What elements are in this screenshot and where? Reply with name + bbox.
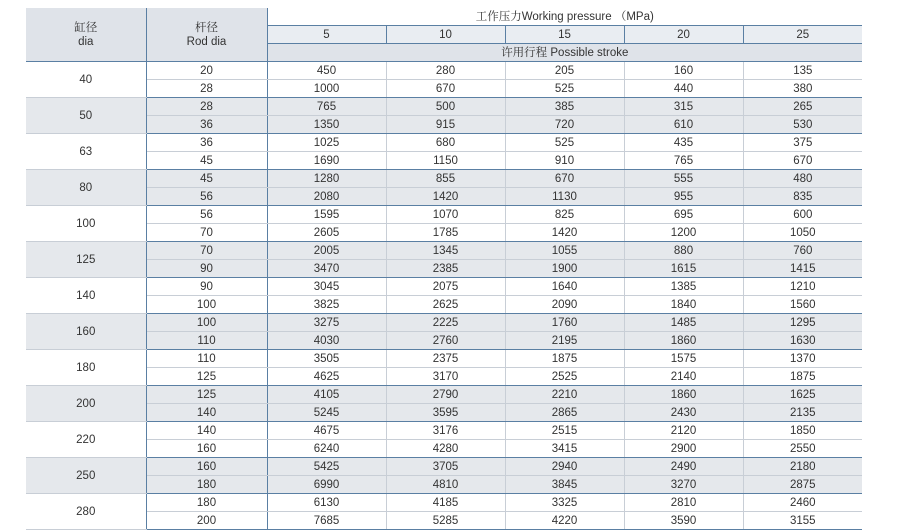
table-row [26,260,862,278]
stroke-value-cell: 825 [505,206,624,224]
stroke-value-cell: 3825 [267,296,386,314]
stroke-value-cell: 1840 [624,296,743,314]
stroke-value-cell: 3325 [505,494,624,512]
stroke-value-cell: 1345 [386,242,505,260]
stroke-value-cell: 1615 [624,260,743,278]
stroke-value-cell: 3505 [267,350,386,368]
rod-cell: 90 [146,260,267,278]
bore-cell: 63 [26,134,146,170]
working-pressure-header: 工作压力Working pressure （MPa) [267,8,862,26]
bore-cell: 180 [26,350,146,386]
table-body [26,62,862,530]
rod-cell: 110 [146,350,267,368]
bore-cell: 40 [26,62,146,98]
stroke-value-cell: 500 [386,98,505,116]
stroke-value-cell: 2940 [505,458,624,476]
stroke-value-cell: 1875 [505,350,624,368]
stroke-value-cell: 1875 [743,368,862,386]
stroke-value-cell: 3415 [505,440,624,458]
rod-cell: 200 [146,512,267,530]
stroke-value-cell: 1200 [624,224,743,242]
bore-header-cn: 缸径 [74,21,98,34]
stroke-value-cell: 380 [743,80,862,98]
stroke-value-cell: 3176 [386,422,505,440]
bore-cell: 140 [26,278,146,314]
rod-cell: 36 [146,116,267,134]
stroke-value-cell: 1415 [743,260,862,278]
stroke-value-cell: 1295 [743,314,862,332]
stroke-value-cell: 1625 [743,386,862,404]
stroke-value-cell: 680 [386,134,505,152]
stroke-value-cell: 2810 [624,494,743,512]
table-row [26,278,862,296]
bore-cell: 100 [26,206,146,242]
stroke-value-cell: 385 [505,98,624,116]
stroke-value-cell: 835 [743,188,862,206]
stroke-value-cell: 450 [267,62,386,80]
bore-cell: 220 [26,422,146,458]
rod-cell: 125 [146,368,267,386]
bore-cell: 200 [26,386,146,422]
stroke-value-cell: 3705 [386,458,505,476]
rod-cell: 100 [146,296,267,314]
stroke-value-cell: 2790 [386,386,505,404]
bore-header [26,8,146,62]
stroke-value-cell: 1350 [267,116,386,134]
stroke-value-cell: 1575 [624,350,743,368]
stroke-table-container [26,8,862,530]
rod-cell: 56 [146,188,267,206]
stroke-value-cell: 670 [505,170,624,188]
stroke-value-cell: 2490 [624,458,743,476]
rod-header [146,8,267,62]
stroke-value-cell: 1850 [743,422,862,440]
stroke-value-cell: 2210 [505,386,624,404]
table-header [26,8,862,62]
stroke-value-cell: 5285 [386,512,505,530]
stroke-value-cell: 2005 [267,242,386,260]
stroke-value-cell: 265 [743,98,862,116]
table-row [26,206,862,224]
stroke-value-cell: 910 [505,152,624,170]
stroke-value-cell: 1485 [624,314,743,332]
stroke-value-cell: 3845 [505,476,624,494]
table-row [26,314,862,332]
stroke-value-cell: 205 [505,62,624,80]
rod-cell: 110 [146,332,267,350]
table-row [26,116,862,134]
stroke-value-cell: 4185 [386,494,505,512]
stroke-value-cell: 4675 [267,422,386,440]
stroke-value-cell: 1000 [267,80,386,98]
stroke-value-cell: 3470 [267,260,386,278]
stroke-value-cell: 1420 [386,188,505,206]
stroke-value-cell: 2120 [624,422,743,440]
stroke-value-cell: 2865 [505,404,624,422]
stroke-value-cell: 5425 [267,458,386,476]
table-row [26,332,862,350]
pressure-header-cell: 10 [386,26,505,44]
pressure-header-cell: 15 [505,26,624,44]
stroke-value-cell: 1385 [624,278,743,296]
stroke-value-cell: 2180 [743,458,862,476]
table-row [26,62,862,80]
bore-cell: 125 [26,242,146,278]
table-row [26,512,862,530]
stroke-value-cell: 1070 [386,206,505,224]
stroke-value-cell: 2430 [624,404,743,422]
stroke-value-cell: 1785 [386,224,505,242]
stroke-value-cell: 2760 [386,332,505,350]
table-row [26,188,862,206]
rod-cell: 36 [146,134,267,152]
stroke-value-cell: 610 [624,116,743,134]
stroke-value-cell: 4105 [267,386,386,404]
stroke-value-cell: 955 [624,188,743,206]
stroke-value-cell: 440 [624,80,743,98]
stroke-value-cell: 880 [624,242,743,260]
table-row [26,134,862,152]
stroke-value-cell: 1640 [505,278,624,296]
rod-cell: 160 [146,440,267,458]
pressure-header-cell: 5 [267,26,386,44]
rod-cell: 70 [146,242,267,260]
pressure-header-cell: 25 [743,26,862,44]
stroke-value-cell: 1130 [505,188,624,206]
rod-cell: 70 [146,224,267,242]
stroke-value-cell: 2140 [624,368,743,386]
stroke-value-cell: 3590 [624,512,743,530]
stroke-value-cell: 2090 [505,296,624,314]
stroke-value-cell: 3155 [743,512,862,530]
stroke-value-cell: 2550 [743,440,862,458]
stroke-value-cell: 2075 [386,278,505,296]
stroke-value-cell: 600 [743,206,862,224]
possible-stroke-table [26,8,862,530]
rod-cell: 180 [146,494,267,512]
table-row [26,242,862,260]
table-row [26,458,862,476]
table-row [26,80,862,98]
table-row [26,404,862,422]
rod-cell: 28 [146,80,267,98]
stroke-value-cell: 160 [624,62,743,80]
stroke-value-cell: 2525 [505,368,624,386]
table-row [26,98,862,116]
stroke-value-cell: 1050 [743,224,862,242]
stroke-value-cell: 6240 [267,440,386,458]
table-row [26,296,862,314]
stroke-value-cell: 1630 [743,332,862,350]
stroke-value-cell: 4810 [386,476,505,494]
stroke-value-cell: 5245 [267,404,386,422]
rod-cell: 90 [146,278,267,296]
stroke-value-cell: 2225 [386,314,505,332]
rod-header-en: Rod dia [186,35,227,48]
stroke-value-cell: 670 [743,152,862,170]
stroke-value-cell: 1055 [505,242,624,260]
stroke-value-cell: 7685 [267,512,386,530]
stroke-value-cell: 4625 [267,368,386,386]
stroke-value-cell: 3275 [267,314,386,332]
table-row [26,422,862,440]
pressure-header-cell: 20 [624,26,743,44]
stroke-value-cell: 2875 [743,476,862,494]
stroke-value-cell: 1690 [267,152,386,170]
stroke-value-cell: 1860 [624,332,743,350]
stroke-value-cell: 530 [743,116,862,134]
stroke-value-cell: 670 [386,80,505,98]
stroke-value-cell: 525 [505,80,624,98]
stroke-value-cell: 3045 [267,278,386,296]
rod-cell: 45 [146,152,267,170]
table-row [26,440,862,458]
rod-cell: 160 [146,458,267,476]
bore-cell: 80 [26,170,146,206]
stroke-value-cell: 1595 [267,206,386,224]
rod-cell: 140 [146,404,267,422]
bore-cell: 160 [26,314,146,350]
stroke-value-cell: 1210 [743,278,862,296]
table-row [26,152,862,170]
table-row [26,476,862,494]
stroke-value-cell: 1860 [624,386,743,404]
stroke-value-cell: 765 [624,152,743,170]
stroke-value-cell: 6990 [267,476,386,494]
stroke-value-cell: 435 [624,134,743,152]
bore-header-en: dia [78,35,94,48]
stroke-value-cell: 1370 [743,350,862,368]
stroke-value-cell: 315 [624,98,743,116]
stroke-value-cell: 915 [386,116,505,134]
stroke-value-cell: 1760 [505,314,624,332]
stroke-value-cell: 2135 [743,404,862,422]
stroke-value-cell: 1560 [743,296,862,314]
rod-cell: 125 [146,386,267,404]
stroke-value-cell: 2625 [386,296,505,314]
stroke-value-cell: 480 [743,170,862,188]
stroke-value-cell: 375 [743,134,862,152]
table-row [26,170,862,188]
bore-cell: 250 [26,458,146,494]
stroke-value-cell: 2460 [743,494,862,512]
table-row [26,224,862,242]
stroke-value-cell: 2605 [267,224,386,242]
rod-cell: 20 [146,62,267,80]
table-row [26,350,862,368]
stroke-value-cell: 720 [505,116,624,134]
stroke-value-cell: 1280 [267,170,386,188]
stroke-value-cell: 4280 [386,440,505,458]
stroke-value-cell: 4220 [505,512,624,530]
rod-cell: 180 [146,476,267,494]
stroke-value-cell: 4030 [267,332,386,350]
bore-cell: 50 [26,98,146,134]
stroke-value-cell: 2515 [505,422,624,440]
stroke-value-cell: 2385 [386,260,505,278]
stroke-value-cell: 1420 [505,224,624,242]
rod-header-cn: 杆径 [195,21,218,34]
stroke-value-cell: 695 [624,206,743,224]
stroke-value-cell: 3270 [624,476,743,494]
stroke-value-cell: 1150 [386,152,505,170]
stroke-value-cell: 525 [505,134,624,152]
stroke-value-cell: 1025 [267,134,386,152]
table-row [26,386,862,404]
stroke-value-cell: 135 [743,62,862,80]
table-row [26,368,862,386]
rod-cell: 45 [146,170,267,188]
possible-stroke-header: 许用行程 Possible stroke [267,44,862,62]
stroke-value-cell: 760 [743,242,862,260]
stroke-value-cell: 280 [386,62,505,80]
stroke-value-cell: 2080 [267,188,386,206]
stroke-value-cell: 855 [386,170,505,188]
stroke-value-cell: 6130 [267,494,386,512]
stroke-value-cell: 2195 [505,332,624,350]
rod-cell: 28 [146,98,267,116]
stroke-value-cell: 2375 [386,350,505,368]
table-row [26,494,862,512]
bore-cell: 280 [26,494,146,530]
stroke-value-cell: 1900 [505,260,624,278]
rod-cell: 100 [146,314,267,332]
stroke-value-cell: 3595 [386,404,505,422]
stroke-value-cell: 3170 [386,368,505,386]
rod-cell: 140 [146,422,267,440]
stroke-value-cell: 2900 [624,440,743,458]
stroke-value-cell: 555 [624,170,743,188]
stroke-value-cell: 765 [267,98,386,116]
rod-cell: 56 [146,206,267,224]
